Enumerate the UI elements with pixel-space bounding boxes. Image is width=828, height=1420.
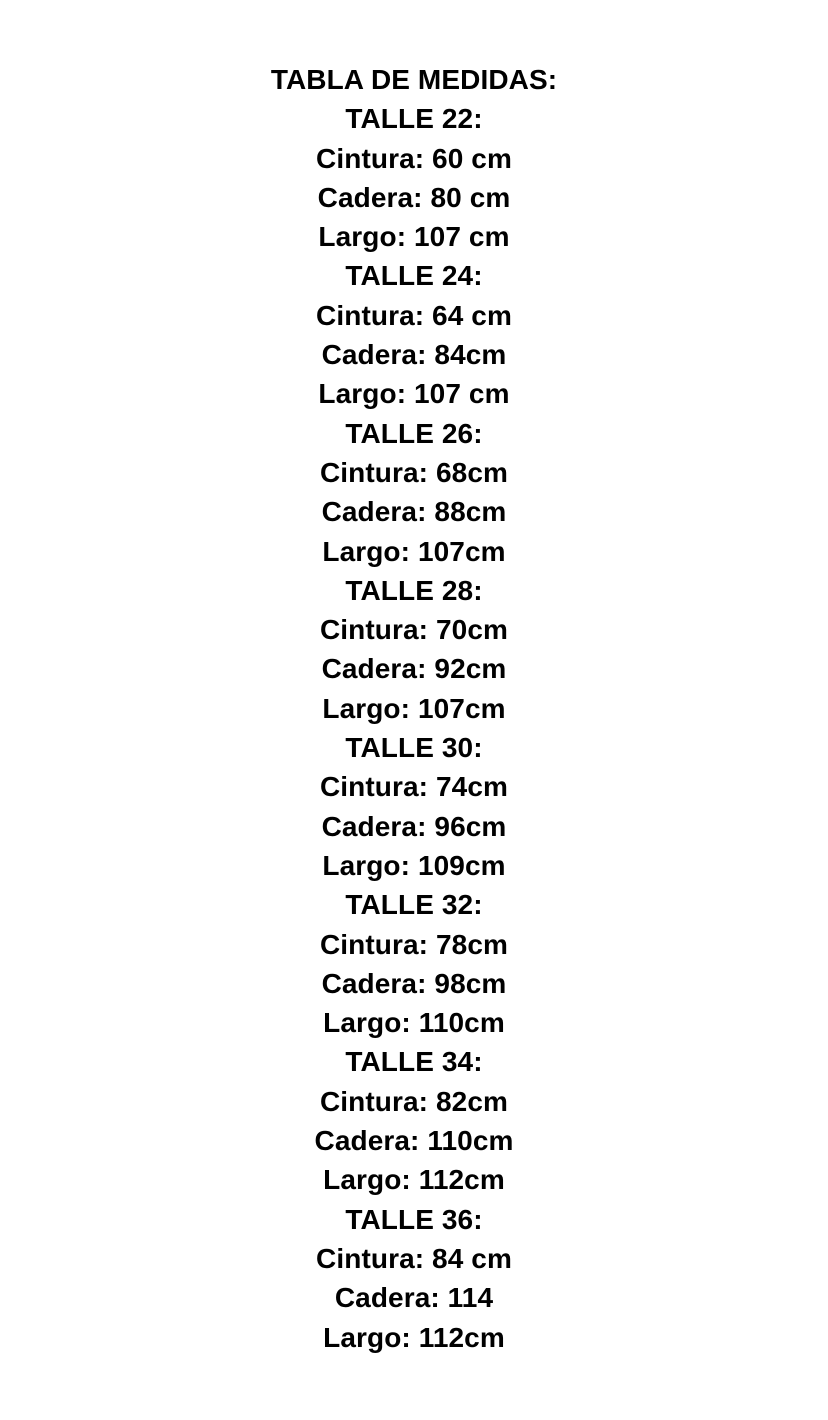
cintura-measurement: Cintura: 68cm [319, 456, 509, 488]
size-block-talle-32 [0, 885, 828, 1042]
size-block-talle-24 [0, 256, 828, 413]
cadera-measurement: Cadera: 114 [334, 1282, 494, 1314]
size-block-talle-28 [0, 571, 828, 728]
largo-measurement: Largo: 110cm [323, 1007, 505, 1039]
largo-measurement: Largo: 109cm [322, 849, 506, 881]
cadera-measurement: Cadera: 98cm [321, 967, 507, 999]
cintura-measurement: Cintura: 64 cm [316, 299, 512, 331]
cintura-measurement: Cintura: 70cm [319, 614, 509, 646]
size-heading: TALLE 26: [345, 417, 483, 449]
size-heading: TALLE 28: [345, 574, 483, 606]
size-heading: TALLE 30: [345, 732, 483, 764]
cadera-measurement: Cadera: 92cm [321, 653, 507, 685]
cintura-measurement: Cintura: 74cm [319, 771, 509, 803]
largo-measurement: Largo: 112cm [323, 1321, 505, 1353]
largo-measurement: Largo: 107cm [322, 535, 506, 567]
size-heading: TALLE 22: [345, 103, 483, 135]
largo-measurement: Largo: 107cm [322, 692, 506, 724]
size-heading: TALLE 32: [345, 889, 483, 921]
page-title: TABLA DE MEDIDAS: [270, 64, 558, 95]
size-block-talle-34 [0, 1042, 828, 1199]
size-block-talle-36 [0, 1200, 828, 1357]
size-block-talle-22 [0, 99, 828, 256]
largo-measurement: Largo: 112cm [323, 1164, 505, 1196]
size-heading: TALLE 36: [345, 1203, 483, 1235]
cadera-measurement: Cadera: 96cm [321, 810, 507, 842]
cadera-measurement: Cadera: 80 cm [317, 181, 511, 213]
largo-measurement: Largo: 107 cm [318, 378, 510, 410]
largo-measurement: Largo: 107 cm [318, 221, 510, 253]
cintura-measurement: Cintura: 82cm [319, 1085, 509, 1117]
cintura-measurement: Cintura: 78cm [319, 928, 509, 960]
cadera-measurement: Cadera: 88cm [321, 496, 507, 528]
cadera-measurement: Cadera: 84cm [321, 339, 507, 371]
size-heading: TALLE 34: [345, 1046, 483, 1078]
cintura-measurement: Cintura: 60 cm [316, 142, 512, 174]
size-block-talle-26 [0, 414, 828, 571]
size-block-talle-30 [0, 728, 828, 885]
cintura-measurement: Cintura: 84 cm [316, 1242, 512, 1274]
cadera-measurement: Cadera: 110cm [314, 1125, 514, 1157]
size-heading: TALLE 24: [345, 260, 483, 292]
